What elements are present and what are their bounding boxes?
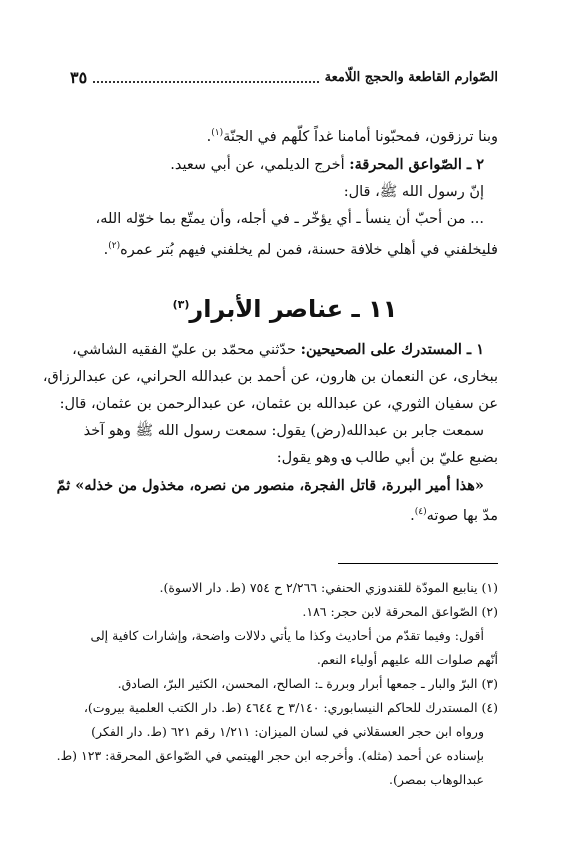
section-heading: ١١ ـ عناصر الأبرار$^{(٣)}$ [172,295,398,323]
footnote-line: (٣) البرّ والبار ـ جمعها أبرار وبررة ـ: الصالح، المحسن، الكثير البرّ، الصادق. [117,676,498,691]
body-line: إنّ رسول الله ﷺ، قال: [343,183,484,200]
footnote-ref: (١) [211,128,224,138]
body-line: عن سفيان الثوري، عن عبدالله بن عثمان، عن عبدالرحمن بن عثمان، قال: [59,396,498,412]
footnote-line: (١) ينابيع المودّة للقندوزي الحنفي: ٢/٢٦٦ ح ٧٥٤ (ط. دار الاسوة). [159,580,498,595]
hadith-quote: «هذا أمير البررة، قاتل الفجرة، منصور من نصره، مخذول من خذله» ثمّ [56,477,484,494]
body-line: وبنا ترزقون، فمحبّونا أمامنا غداً كلّهم في الجنّة$^{(١)}$. [206,128,498,145]
body-line: فليخلفني في أهلي خلافة حسنة، فمن لم يخلفني فيهم بُتر عمره$^{(٢)}$. [103,240,498,258]
body-line: سمعت جابر بن عبدالله(رض) يقول: سمعت رسول الله ﷺ وهو آخذ [83,423,484,439]
footnote-line: (٤) المستدرك للحاكم النيسابوري: ٣/١٤٠ ح ٤٦٤٤ (ط. دار الكتب العلمية بيروت)، [83,700,498,715]
footnotes [56,576,498,792]
running-title: الصّوارم القاطعة والحجج اللّامعة [324,69,498,85]
footnote-ref: (٤) [414,507,427,517]
body-line: بضبع عليّ بن أبي طالب ؈ وهو يقول: [276,450,498,466]
body-line: ٢ ـ الصّواعق المحرقة: أخرج الديلمي، عن أبي سعيد. [170,155,484,173]
body-line: ... من أحبّ أن ينسأ ـ أي يؤخّر ـ في أجله، وأن يمتّع بما خوّله الله، [95,210,484,227]
footnote-line: (٢) الصّواعق المحرقة لابن حجر: ١٨٦. [302,604,498,619]
footnote-line: بإسناده عن أحمد (مثله). وأخرجه ابن حجر الهيتمي في الصّواعق المحرقة: ١٢٣ (ط. [56,748,484,763]
body-line: ١ ـ المستدرك على الصحيحين: حدّثني محمّد بن عليّ الفقيه الشاشي، [72,341,484,358]
footnote-divider [338,563,498,564]
body-line: مدّ بها صوته$^{(٤)}$. [410,507,498,524]
footnote-ref: (٢) [108,240,121,251]
running-head [70,66,498,88]
footnote-ref: (٣) [172,298,190,311]
section-paragraphs [42,336,498,530]
footnote-line: عبدالوهاب بمصر). [389,772,484,787]
page-number: ٣٥ [70,67,88,87]
footnote-line: أنّهم صلوات الله عليهم أولياء النعم. [316,652,498,667]
body-line: ببخارى، عن النعمان بن هارون، عن أحمد بن عبدالله الحراني، عن عبدالرزاق، [42,369,498,385]
footnote-line: أقول: وفيما تقدّم من أحاديث وكذا ما يأتي دلالات واضحة، وإشارات كافية إلى [90,628,484,643]
source-label: ١ ـ المستدرك على الصحيحين: [300,341,484,358]
leader-dots [93,71,318,83]
footnote-line: ورواه ابن حجر العسقلاني في لسان الميزان: ١/٢١١ رقم ٦٢١ (ط. دار الفكر) [91,724,484,739]
source-label: ٢ ـ الصّواعق المحرقة: [349,155,484,173]
top-paragraphs [68,120,498,264]
